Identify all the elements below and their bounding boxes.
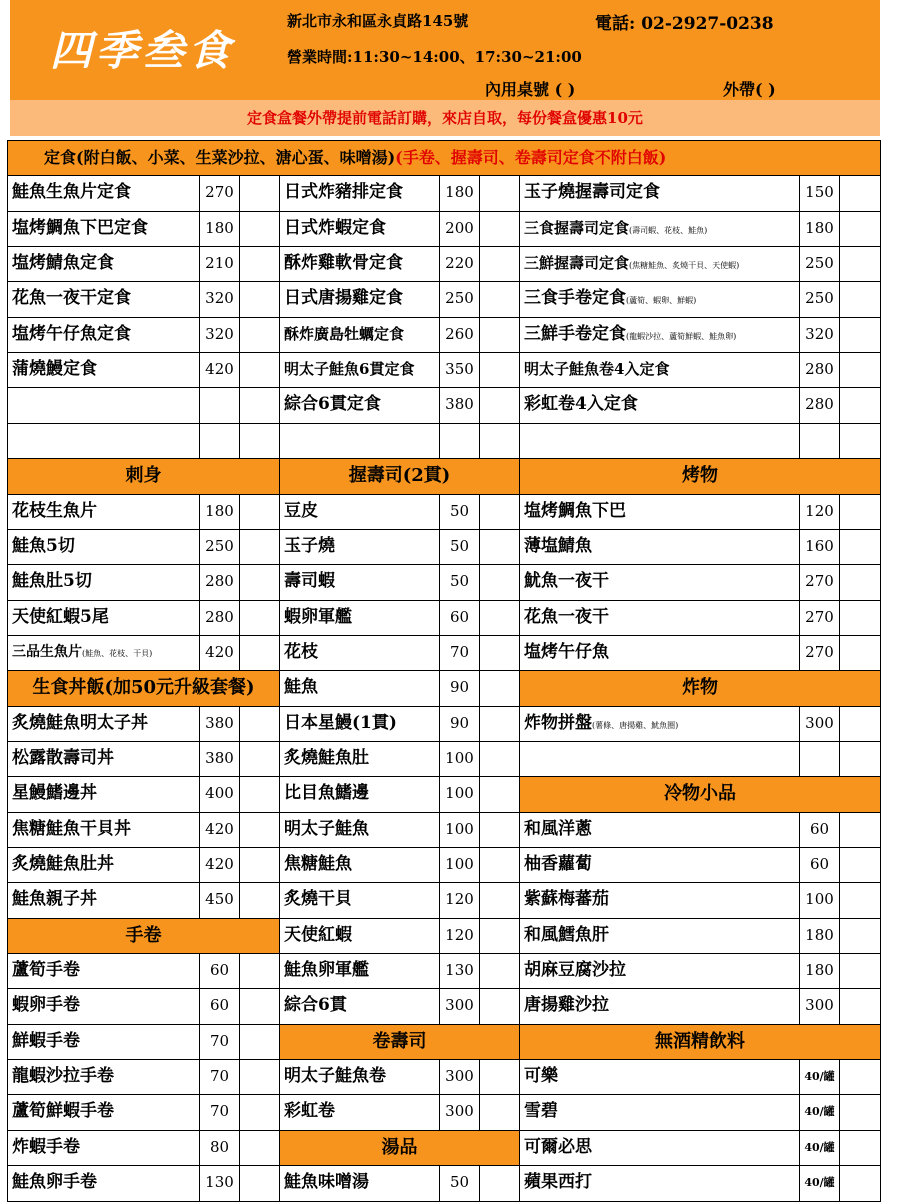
menu-item-name: 三鮮握壽司定食(焦糖鮭魚、炙燒干貝、天使蝦) [519,246,800,282]
qty-cell [839,706,881,742]
menu-item-price: 50 [439,494,480,530]
empty-cell [479,423,520,459]
menu-item-price: 300 [799,706,840,742]
qty-cell [839,953,881,989]
empty-cell [799,423,840,459]
qty-cell [839,317,881,353]
menu-item-name: 雪碧 [519,1094,800,1131]
qty-cell [239,776,280,813]
menu-item-price: 70 [199,1094,240,1131]
qty-cell [479,211,520,247]
qty-cell [839,246,881,282]
qty-cell [239,1094,280,1131]
menu-item-price: 280 [199,564,240,601]
menu-item-price: 280 [199,600,240,636]
menu-item-name: 日式唐揚雞定食 [279,281,440,318]
menu-item-price: 60 [439,600,480,636]
menu-item-name: 花魚一夜干定食 [7,281,200,318]
menu-item-name: 蘆筍鮮蝦手卷 [7,1094,200,1131]
menu-item-price: 70 [199,1024,240,1060]
menu-item-name: 三食手卷定食(蘆筍、蝦卵、鮮蝦) [519,281,800,318]
qty-cell [239,882,280,919]
qty-cell [839,600,881,636]
menu-item-price: 150 [799,175,840,212]
menu-item-price: 380 [439,387,480,424]
section-header-maki: 卷壽司 [279,1024,520,1060]
menu-item-name: 塩烤午仔魚 [519,635,800,671]
menu-item-name: 炙燒鮭魚明太子丼 [7,706,200,742]
menu-item-price: 420 [199,352,240,388]
menu-item-price: 180 [799,953,840,989]
qty-cell [479,1165,520,1202]
qty-cell [239,741,280,777]
header [10,0,880,100]
item-note: (鮭魚、花枝、干貝) [82,649,153,658]
item-note: (龍蝦沙拉、蘆筍鮮蝦、鮭魚卵) [626,332,737,341]
qty-cell [239,1024,280,1060]
menu-item-price: 420 [199,812,240,848]
menu-item-name: 炙燒鮭魚肚 [279,741,440,777]
menu-item-name: 炸物拼盤(薯條、唐揚雞、魷魚圈) [519,706,800,742]
menu-item-price: 220 [439,246,480,282]
menu-item-price: 60 [799,847,840,883]
section-header-fried: 炸物 [519,670,881,707]
menu-item-price: 120 [439,918,480,954]
menu-item-name: 鮭魚5切 [7,529,200,565]
menu-item-price: 400 [199,776,240,813]
qty-cell [479,918,520,954]
menu-item-name: 鮭魚 [279,670,440,707]
menu-item-price: 70 [199,1059,240,1095]
section-header-soup: 湯品 [279,1130,520,1166]
qty-cell [839,918,881,954]
qty-cell [239,1130,280,1166]
qty-cell [479,776,520,813]
qty-cell [839,494,881,530]
menu-item-name: 焦糖鮭魚 [279,847,440,883]
menu-item-name: 花枝 [279,635,440,671]
menu-item-price: 90 [439,670,480,707]
menu-item-price: 320 [199,317,240,353]
menu-item-name: 鮭魚親子丼 [7,882,200,919]
menu-item-price: 320 [799,317,840,353]
qty-cell [239,1165,280,1202]
empty-cell [799,741,840,777]
menu-item-price: 180 [799,211,840,247]
qty-cell [479,246,520,282]
menu-item-price: 300 [439,1059,480,1095]
menu-item-price: 60 [199,953,240,989]
empty-cell [239,387,280,424]
menu-item-name: 三食握壽司定食(壽司蝦、花枝、鮭魚) [519,211,800,247]
menu-item-price: 420 [199,847,240,883]
promo-banner: 定食盒餐外帶提前電話訂購，來店自取，每份餐盒優惠10元 [10,100,880,136]
menu-item-name: 星鰻鰭邊丼 [7,776,200,813]
menu-item-price: 300 [439,988,480,1025]
menu-item-price: 250 [799,246,840,282]
menu-item-name: 酥炸雞軟骨定食 [279,246,440,282]
menu-item-name: 唐揚雞沙拉 [519,988,800,1025]
section-header-sashimi: 刺身 [7,458,280,495]
menu-item-name: 彩虹卷 [279,1094,440,1131]
empty-cell [279,423,440,459]
item-note: (焦糖鮭魚、炙燒干貝、天使蝦) [629,261,740,270]
menu-item-name: 玉子燒握壽司定食 [519,175,800,212]
menu-item-name: 花魚一夜干 [519,600,800,636]
qty-cell [479,175,520,212]
qty-cell [239,494,280,530]
menu-item-name: 日式炸蝦定食 [279,211,440,247]
qty-cell [239,246,280,282]
menu-item-price: 180 [799,918,840,954]
qty-cell [239,847,280,883]
qty-cell [839,352,881,388]
qty-cell [239,1059,280,1095]
qty-cell [239,600,280,636]
menu-item-price: 180 [199,211,240,247]
qty-cell [839,847,881,883]
menu-item-price: 280 [799,387,840,424]
qty-cell [479,953,520,989]
section-header-grilled: 烤物 [519,458,881,495]
takeout-field: 外帶( ) [723,80,776,99]
menu-item-price: 320 [199,281,240,318]
menu-item-name: 鮭魚卵手卷 [7,1165,200,1202]
menu-item-price: 40/罐 [799,1130,840,1166]
set-meal-includes: 定食(附白飯、小菜、生菜沙拉、溏心蛋、味噌湯) [44,148,396,167]
qty-cell [239,635,280,671]
qty-cell [479,387,520,424]
qty-cell [239,812,280,848]
qty-cell [839,1059,881,1095]
menu-item-name: 鮭魚卵軍艦 [279,953,440,989]
menu-item-name: 塩烤午仔魚定食 [7,317,200,353]
menu-item-name: 薄塩鯖魚 [519,529,800,565]
qty-cell [479,494,520,530]
menu-item-name: 蝦卵軍艦 [279,600,440,636]
menu-item-name: 日式炸豬排定食 [279,175,440,212]
menu-item-price: 120 [439,882,480,919]
hours: 營業時間:11:30~14:00、17:30~21:00 [287,48,582,66]
qty-cell [479,281,520,318]
menu-item-name: 炸蝦手卷 [7,1130,200,1166]
qty-cell [239,317,280,353]
empty-cell [239,423,280,459]
section-header-donburi: 生食丼飯(加50元升級套餐) [7,670,280,707]
menu-item-name: 鮭魚生魚片定食 [7,175,200,212]
menu-item-price: 70 [439,635,480,671]
menu-item-price: 380 [199,741,240,777]
menu-item-name: 塩烤鯛魚下巴定食 [7,211,200,247]
menu-item-name: 壽司蝦 [279,564,440,601]
menu-item-name: 焦糖鮭魚干貝丼 [7,812,200,848]
phone: 電話: 02-2927-0238 [595,14,774,34]
menu-item-price: 40/罐 [799,1059,840,1095]
menu-item-price: 270 [199,175,240,212]
menu-item-name: 玉子燒 [279,529,440,565]
qty-cell [479,1094,520,1131]
menu-item-price: 100 [439,812,480,848]
qty-cell [839,175,881,212]
menu-item-name: 蝦卵手卷 [7,988,200,1025]
qty-cell [839,529,881,565]
menu-item-name: 蘆筍手卷 [7,953,200,989]
qty-cell [479,600,520,636]
menu-item-price: 270 [799,600,840,636]
menu-item-price: 250 [799,281,840,318]
menu-item-name: 塩烤鯖魚定食 [7,246,200,282]
menu-item-name: 明太子鮭魚6貫定食 [279,352,440,388]
menu-item-price: 130 [439,953,480,989]
empty-cell [199,387,240,424]
empty-cell [519,741,800,777]
menu-item-price: 60 [199,988,240,1025]
menu-item-name: 和風鱈魚肝 [519,918,800,954]
section-header-nigiri: 握壽司(2貫) [279,458,520,495]
menu-item-name: 蒲燒鰻定食 [7,352,200,388]
menu-item-price: 160 [799,529,840,565]
menu-item-price: 270 [799,635,840,671]
menu-item-name: 三品生魚片(鮭魚、花枝、干貝) [7,635,200,671]
empty-cell [839,423,881,459]
menu-item-price: 380 [199,706,240,742]
menu-item-name: 綜合6貫 [279,988,440,1025]
section-header-cold: 冷物小品 [519,776,881,813]
menu-item-name: 胡麻豆腐沙拉 [519,953,800,989]
qty-cell [479,988,520,1025]
qty-cell [479,529,520,565]
qty-cell [239,529,280,565]
item-note: (薯條、唐揚雞、魷魚圈) [592,721,679,730]
menu-item-name: 日本星鰻(1貫) [279,706,440,742]
menu-item-name: 炙燒鮭魚肚丼 [7,847,200,883]
empty-cell [839,741,881,777]
menu-item-name: 豆皮 [279,494,440,530]
menu-item-price: 450 [199,882,240,919]
menu-item-name: 鮭魚味噌湯 [279,1165,440,1202]
menu-item-name: 花枝生魚片 [7,494,200,530]
menu-item-price: 130 [199,1165,240,1202]
empty-cell [439,423,480,459]
menu-item-price: 50 [439,529,480,565]
menu-item-name: 紫蘇梅蕃茄 [519,882,800,919]
address: 新北市永和區永貞路145號 [287,12,469,30]
qty-cell [479,635,520,671]
menu-item-name: 和風洋蔥 [519,812,800,848]
qty-cell [839,281,881,318]
menu-item-price: 180 [199,494,240,530]
menu-item-price: 40/罐 [799,1165,840,1202]
qty-cell [839,635,881,671]
menu-item-price: 270 [799,564,840,601]
empty-cell [7,387,200,424]
qty-cell [239,706,280,742]
qty-cell [479,317,520,353]
menu-item-price: 280 [799,352,840,388]
menu-item-price: 260 [439,317,480,353]
menu-item-price: 100 [439,776,480,813]
qty-cell [479,564,520,601]
logo: 四季叁食 [50,26,235,75]
menu-item-name: 明太子鮭魚 [279,812,440,848]
qty-cell [839,1165,881,1202]
qty-cell [239,953,280,989]
qty-cell [839,988,881,1025]
menu-item-price: 100 [799,882,840,919]
menu-item-price: 60 [799,812,840,848]
menu-item-name: 龍蝦沙拉手卷 [7,1059,200,1095]
menu-item-name: 可爾必思 [519,1130,800,1166]
empty-cell [519,423,800,459]
qty-cell [839,1094,881,1131]
menu-item-name: 可樂 [519,1059,800,1095]
menu-item-price: 420 [199,635,240,671]
menu-item-name: 天使紅蝦 [279,918,440,954]
qty-cell [479,882,520,919]
menu-item-price: 210 [199,246,240,282]
qty-cell [479,812,520,848]
menu-item-name: 綜合6貫定食 [279,387,440,424]
qty-cell [479,1059,520,1095]
set-meal-exclusion-note: (手卷、握壽司、卷壽司定食不附白飯) [395,148,667,167]
section-header-handroll: 手卷 [7,918,280,954]
menu-item-name: 魷魚一夜干 [519,564,800,601]
qty-cell [839,211,881,247]
menu-item-price: 350 [439,352,480,388]
menu-item-name: 明太子鮭魚卷4入定食 [519,352,800,388]
menu-item-price: 50 [439,564,480,601]
menu-item-name: 鮭魚肚5切 [7,564,200,601]
menu-item-price: 300 [439,1094,480,1131]
qty-cell [839,564,881,601]
qty-cell [239,175,280,212]
qty-cell [239,211,280,247]
menu-item-price: 90 [439,706,480,742]
menu-item-price: 200 [439,211,480,247]
qty-cell [479,847,520,883]
menu-item-price: 250 [439,281,480,318]
qty-cell [239,988,280,1025]
menu-item-name: 明太子鮭魚卷 [279,1059,440,1095]
qty-cell [479,670,520,707]
menu-item-name: 塩烤鯛魚下巴 [519,494,800,530]
qty-cell [839,882,881,919]
menu-item-price: 80 [199,1130,240,1166]
item-note: (壽司蝦、花枝、鮭魚) [629,226,708,235]
menu-item-price: 300 [799,988,840,1025]
qty-cell [839,1130,881,1166]
menu-item-name: 松露散壽司丼 [7,741,200,777]
qty-cell [839,812,881,848]
menu-item-price: 100 [439,847,480,883]
menu-item-price: 100 [439,741,480,777]
menu-item-name: 比目魚鰭邊 [279,776,440,813]
table-number-field: 內用桌號 ( ) [485,80,576,99]
menu-item-price: 120 [799,494,840,530]
menu-item-name: 酥炸廣島牡蠣定食 [279,317,440,353]
menu-item-price: 250 [199,529,240,565]
item-note: (蘆筍、蝦卵、鮮蝦) [626,296,697,305]
menu-item-price: 50 [439,1165,480,1202]
section-header-drinks: 無酒精飲料 [519,1024,881,1060]
menu-item-name: 鮮蝦手卷 [7,1024,200,1060]
empty-cell [199,423,240,459]
menu-item-price: 180 [439,175,480,212]
empty-cell [7,423,200,459]
menu-item-name: 炙燒干貝 [279,882,440,919]
set-meal-title [7,140,881,176]
menu-item-price: 40/罐 [799,1094,840,1131]
qty-cell [239,564,280,601]
qty-cell [479,741,520,777]
menu-item-name: 天使紅蝦5尾 [7,600,200,636]
qty-cell [839,387,881,424]
qty-cell [239,281,280,318]
qty-cell [239,352,280,388]
qty-cell [479,352,520,388]
qty-cell [479,706,520,742]
menu-item-name: 三鮮手卷定食(龍蝦沙拉、蘆筍鮮蝦、鮭魚卵) [519,317,800,353]
menu-item-name: 蘋果西打 [519,1165,800,1202]
menu-item-name: 彩虹卷4入定食 [519,387,800,424]
menu-item-name: 柚香蘿蔔 [519,847,800,883]
